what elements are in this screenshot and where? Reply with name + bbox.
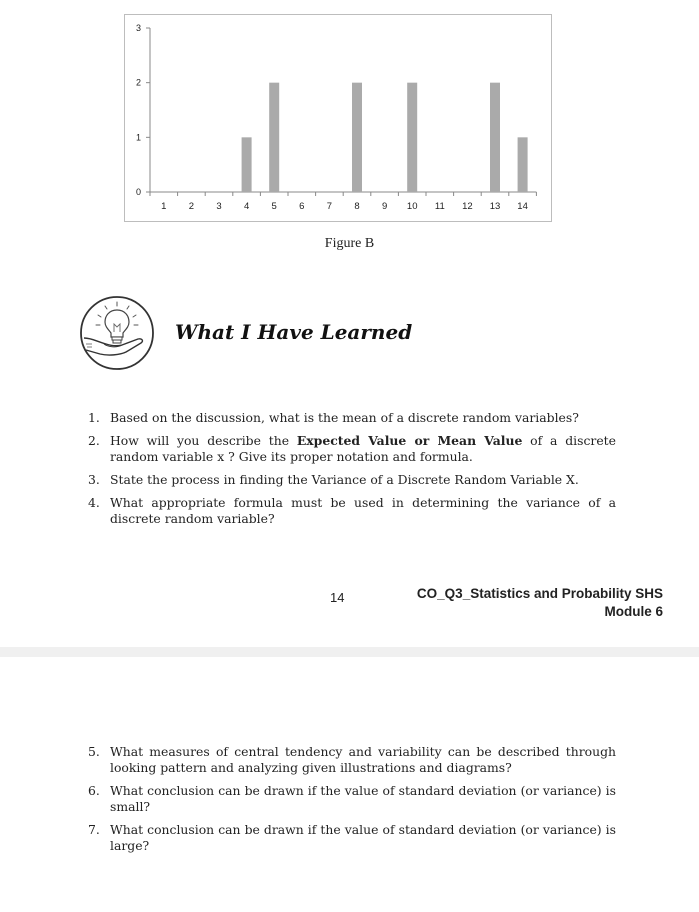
question-number: 2. [88, 433, 100, 448]
x-tick-label: 8 [354, 201, 360, 212]
question-text: What conclusion can be drawn if the value of standard deviation (or variance) is large? [110, 822, 616, 853]
x-tick-label: 14 [517, 201, 528, 212]
page-number: 14 [330, 590, 345, 605]
question-text: What appropriate formula must be used in determining the variance of a discrete random variable? [110, 495, 616, 526]
x-tick-label: 11 [434, 201, 445, 212]
question-item-3 [88, 472, 616, 488]
page-separator [0, 647, 699, 657]
question-number: 6. [88, 783, 100, 798]
bar-14 [518, 137, 528, 192]
question-item-1 [88, 410, 616, 426]
figure-caption: Figure B [324, 236, 375, 251]
footer-line-1: CO_Q3_Statistics and Probability SHS [416, 586, 663, 601]
question-text: What conclusion can be drawn if the value of standard deviation (or variance) is small? [110, 783, 616, 814]
question-number: 7. [88, 822, 100, 837]
x-tick-label: 13 [489, 201, 501, 212]
x-tick-label: 3 [216, 201, 222, 212]
x-tick-label: 1 [161, 201, 167, 212]
y-tick-label: 3 [135, 23, 141, 33]
x-tick-label: 9 [381, 201, 388, 212]
bar-chart [124, 14, 553, 224]
question-item-4 [88, 495, 616, 527]
x-tick-label: 7 [326, 201, 333, 212]
y-tick-label: 2 [135, 77, 141, 88]
bar-10 [407, 83, 417, 192]
y-tick-label: 0 [135, 187, 141, 197]
question-item-2 [88, 433, 616, 465]
question-number: 4. [88, 495, 100, 510]
bar-13 [490, 83, 500, 192]
question-text: State the process in finding the Variance of a Discrete Random Variable X. [110, 472, 579, 487]
x-tick-label: 6 [299, 201, 305, 212]
question-number: 5. [88, 744, 100, 759]
question-list-a [88, 410, 616, 534]
x-tick-label: 5 [271, 201, 277, 212]
question-item-6 [88, 783, 616, 815]
bar-4 [242, 137, 252, 192]
question-item-5 [88, 744, 616, 776]
question-text-bold: Expected Value or Mean Value [296, 433, 523, 448]
question-text: Based on the discussion, what is the mean of a discrete random variables? [110, 410, 579, 425]
x-tick-label: 12 [462, 201, 473, 212]
x-tick-label: 4 [243, 201, 250, 212]
question-number: 3. [88, 472, 100, 487]
chart-frame [125, 15, 552, 222]
question-list-b [88, 744, 616, 861]
question-text-post: of a discrete random variable x ? Give its proper notation and formula. [110, 433, 616, 464]
bar-8 [352, 83, 362, 192]
question-text: What measures of central tendency and variability can be described through looking pattern and analyzing given illustrations and diagrams? [110, 744, 616, 775]
question-number: 1. [88, 410, 100, 425]
section-title: What I Have Learned [175, 320, 413, 344]
y-tick-label: 1 [135, 132, 141, 143]
x-tick-label: 2 [188, 201, 195, 212]
question-text-pre: How will you describe the [110, 433, 297, 448]
footer-line-2: Module 6 [604, 604, 663, 619]
question-item-7 [88, 822, 616, 854]
x-tick-label: 10 [406, 201, 418, 212]
bar-5 [269, 83, 279, 192]
footer-module-title [417, 585, 663, 621]
lightbulb-in-hand-icon [78, 294, 156, 372]
